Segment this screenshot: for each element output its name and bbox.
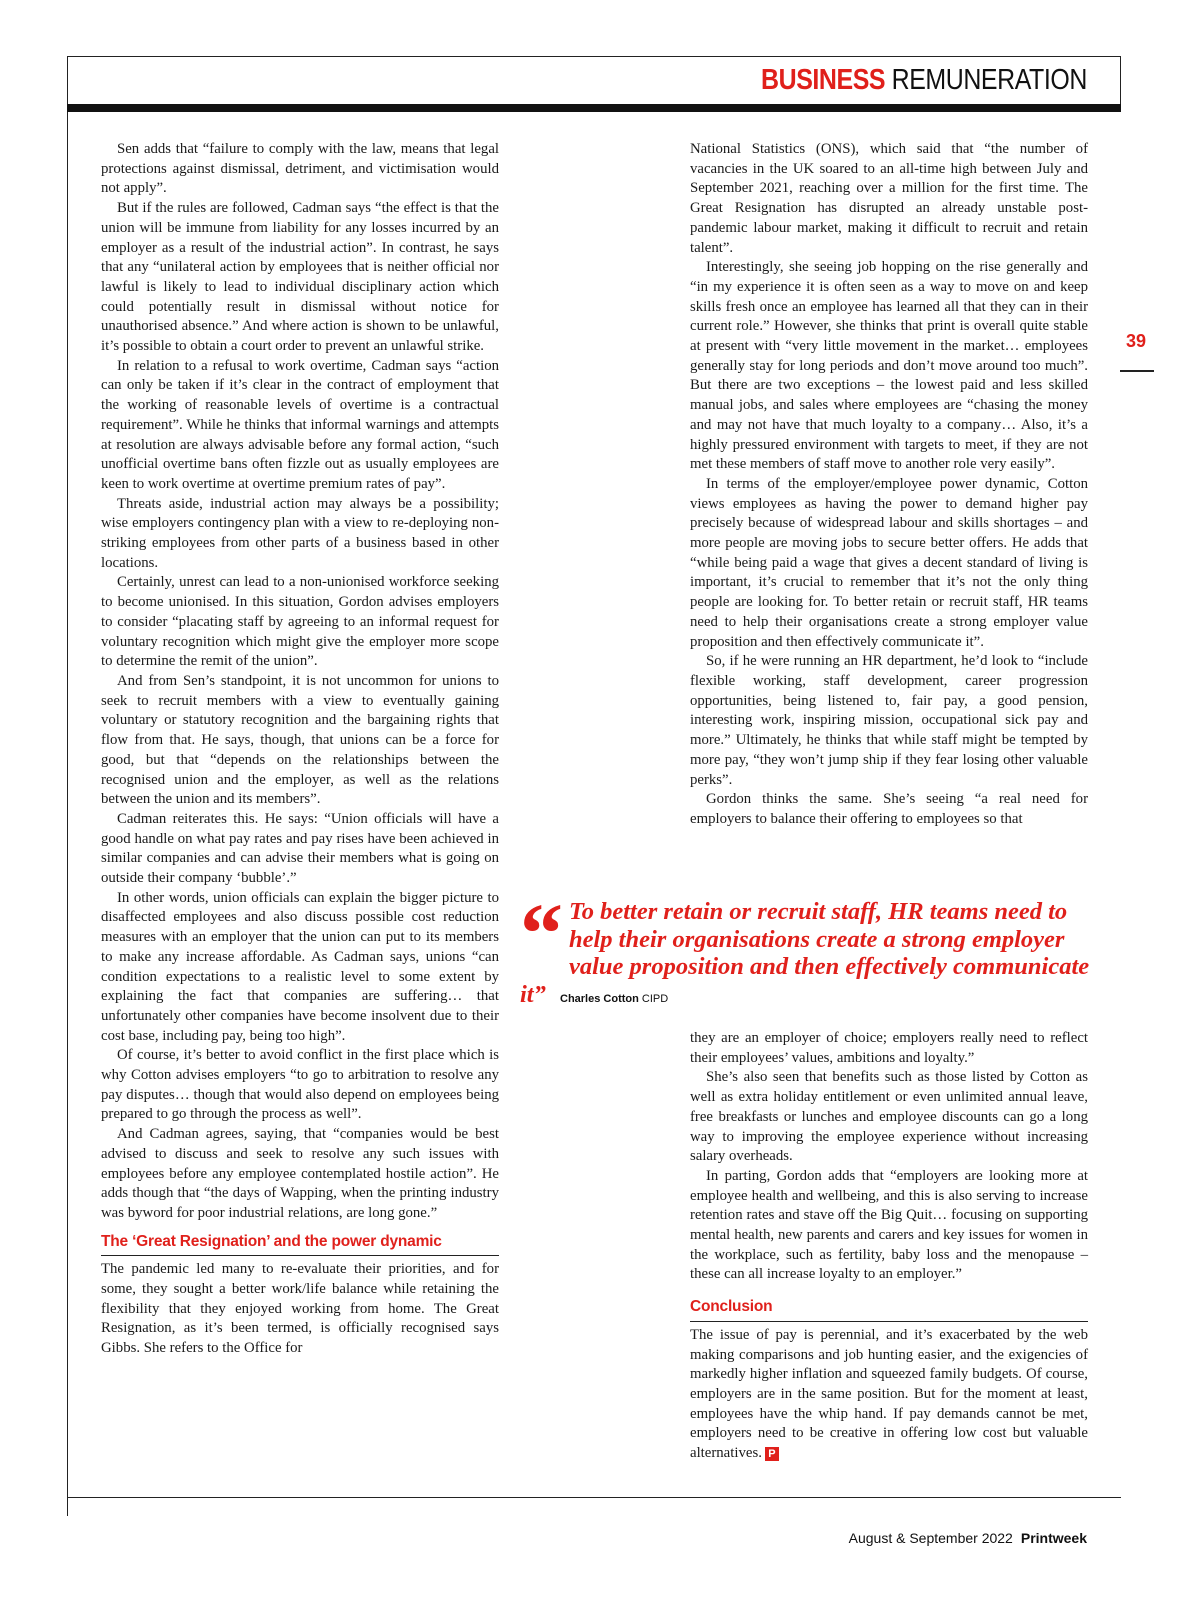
attribution-org: CIPD	[641, 992, 669, 1005]
end-mark-icon: P	[765, 1447, 779, 1461]
paragraph: She’s also seen that benefits such as those listed by Cotton as well as extra holiday entitlement or even unlimited annual leave, free breakfasts or lunches and employee discounts can go a long way to improving the employee experience without increasing salary overheads.	[690, 1069, 1088, 1165]
conclusion-text: The issue of pay is perennial, and it’s exacerbated by the web making comparisons and job hunting easier, and the exigencies of markedly higher inflation and squeezed family budgets. Of course, employers are in the same position. But for the moment at least, employees have the whip hand. If pay demands cannot be met, employers need to be creative in offering low cost but valuable alternatives.	[690, 1326, 1088, 1462]
article-column-left	[101, 140, 499, 1359]
subhead-conclusion: Conclusion	[690, 1297, 1088, 1322]
paragraph: So, if he were running an HR department, he’d look to “include flexible working, staff development, career progression opportunities, being listened to, fair pay, a good pension, interesting work, inspiring mission, occupational sick pay and more.” Ultimately, he thinks that while staff might be tempted by more pay, “they won’t jump ship if they fear losing other valuable perks”.	[690, 653, 1088, 788]
attribution-name: Charles Cotton	[560, 992, 639, 1005]
paragraph: And from Sen’s standpoint, it is not uncommon for unions to seek to recruit members with a view to eventually gaining voluntary or statutory recognition and the bargaining rights that flow from that. He says, though, that unions can be a force for good, but that “depends on the relationships between the recognised union and the employer, as well as the relations between the union and its members”.	[101, 672, 499, 808]
paragraph: But if the rules are followed, Cadman says “the effect is that the union will be immune from liability for any losses incurred by an employer as a result of the industrial action”. In contrast, he says that any “unilateral action by employees that is neither official nor lawful is likely to lead to individual disciplinary action which could potentially result in dismissal without notice for unauthorised absence.” And where action is shown to be unlawful, it’s possible to obtain a court order to prevent an unlawful strike.	[101, 200, 499, 355]
paragraph: In relation to a refusal to work overtime, Cadman says “action can only be taken if it’s clear in the contract of employment that the working of reasonable levels of overtime is a contractual requirement”. While he thinks that informal warnings and attempts at resolution are always advisable before any formal action, “such unofficial overtime bans often fizzle out as usually employees are keen to work overtime at overtime premium rates of pay”.	[101, 357, 499, 492]
pull-quote-text: To better retain or recruit staff, HR teams need to help their organisations create a strong employer value proposition and then effectively communicate it”	[520, 898, 1090, 1008]
paragraph: In other words, union officials can explain the bigger picture to disaffected employees and also discuss possible cost reduction measures with an employer that the union can put to its members to make any increase affordable. As Cadman says, unions “can condition expectations to a realistic level to some extent by explaining the fact that companies are suffering… that unfortunately other companies have become insolvent due to their cost base, including pay, being too high”.	[101, 889, 499, 1044]
article-column-right-top	[690, 140, 1088, 830]
publication-name: Printweek	[1020, 1530, 1087, 1546]
article-column-right-bottom	[690, 1029, 1088, 1464]
paragraph: Cadman reiterates this. He says: “Union officials will have a good handle on what pay rates and pay rises have been achieved in similar companies and can advise their members what is going on outside their company ‘bubble’.”	[101, 810, 499, 887]
paragraph: In parting, Gordon adds that “employers are looking more at employee health and wellbeing, and this is also serving to increase retention rates and stave off the Big Quit… focusing on supporting mental health, new parents and carers and key issues for women in the workplace, such as fertility, baby loss and the menopause – these can all increase loyalty to an employer.”	[690, 1167, 1088, 1283]
footer-rule	[67, 1497, 1121, 1498]
paragraph: Of course, it’s better to avoid conflict in the first place which is why Cotton advises employers “to go to arbitration to resolve any pay disputes… though that would also depend on employees being prepared to go through the process as well”.	[101, 1047, 499, 1123]
paragraph: Certainly, unrest can lead to a non-unionised workforce seeking to become unionised. In this situation, Gordon advises employers to consider “placating staff by agreeing to an informal request for voluntary recognition which might give the employer more scope to determine the remit of the union”.	[101, 574, 499, 670]
header-bar	[67, 104, 1121, 112]
conclusion-paragraph	[690, 1326, 1088, 1464]
section-topic: REMUNERATION	[891, 64, 1087, 96]
paragraph: Sen adds that “failure to comply with the law, means that legal protections against dismissal, detriment, and victimisation would not apply”.	[101, 141, 499, 197]
paragraph: Gordon thinks the same. She’s seeing “a real need for employers to balance their offering to employees so that	[690, 791, 1088, 827]
frame-top-rule	[67, 56, 1121, 57]
paragraph: Interestingly, she seeing job hopping on the rise generally and “in my experience it is often seen as a way to move on and keep skills fresh once an employee has learned all that they can in their current role.” However, she thinks that print is overall quite stable at present with “very little movement in the market… employees generally stay for long periods and don’t move around too much”. But there are two exceptions – the lowest paid and less skilled manual jobs, and sales where employees are “chasing the money and may not have that much loyalty to a company… Also, it’s a highly pressured environment with targets to meet, if they are not met these members of staff move to another role very easily”.	[690, 259, 1088, 473]
pull-quote	[520, 885, 1095, 1013]
paragraph: The pandemic led many to re-evaluate their priorities, and for some, they sought a better work/life balance while retaining the flexibility that they enjoyed working from home. The Great Resignation, as it’s been termed, is officially recognised says Gibbs. She refers to the Office for	[101, 1261, 499, 1357]
paragraph: Threats aside, industrial action may always be a possibility; wise employers contingency plan with a view to re-deploying non-striking employees from other parts of a business based in other locations.	[101, 495, 499, 571]
pull-quote-attribution	[560, 993, 668, 1005]
page-number: 39	[1126, 331, 1147, 351]
issue-date: August & September 2022	[848, 1530, 1013, 1546]
paragraph: National Statistics (ONS), which said that “the number of vacancies in the UK soared to an all-time high between July and September 2021, reaching over a million for the first time. The Great Resignation has disrupted an already unstable post-pandemic labour market, making it difficult to recruit and retain talent”.	[690, 141, 1088, 256]
quote-mark-icon: “	[520, 885, 563, 981]
frame-right-rule	[1120, 56, 1121, 110]
paragraph: they are an employer of choice; employers really need to reflect their employees’ values, ambitions and loyalty.”	[690, 1030, 1088, 1066]
page-number-rule	[1120, 370, 1154, 372]
section-kicker: BUSINESS	[761, 64, 886, 96]
section-header	[761, 64, 1087, 97]
paragraph: And Cadman agrees, saying, that “companies would be best advised to discuss and seek to resolve any such issues with employees before any employee contemplated hostile action”. He adds though that “the days of Wapping, when the printing industry was byword for poor industrial relations, are long gone.”	[101, 1126, 499, 1221]
page-footer	[849, 1530, 1087, 1546]
subhead-great-resignation: The ‘Great Resignation’ and the power dynamic	[101, 1232, 499, 1257]
frame-left-rule	[67, 56, 68, 1516]
paragraph: In terms of the employer/employee power dynamic, Cotton views employees as having the power to demand higher pay precisely because of widespread labour and skills shortages – and more people are moving jobs to secure better offers. He adds that “while being paid a wage that gives a decent standard of living is important, it’s crucial to remember that it’s not the only thing people are looking for. To better retain or recruit staff, HR teams need to help their organisations create a strong employer value proposition and then effectively communicate it”.	[690, 475, 1088, 650]
